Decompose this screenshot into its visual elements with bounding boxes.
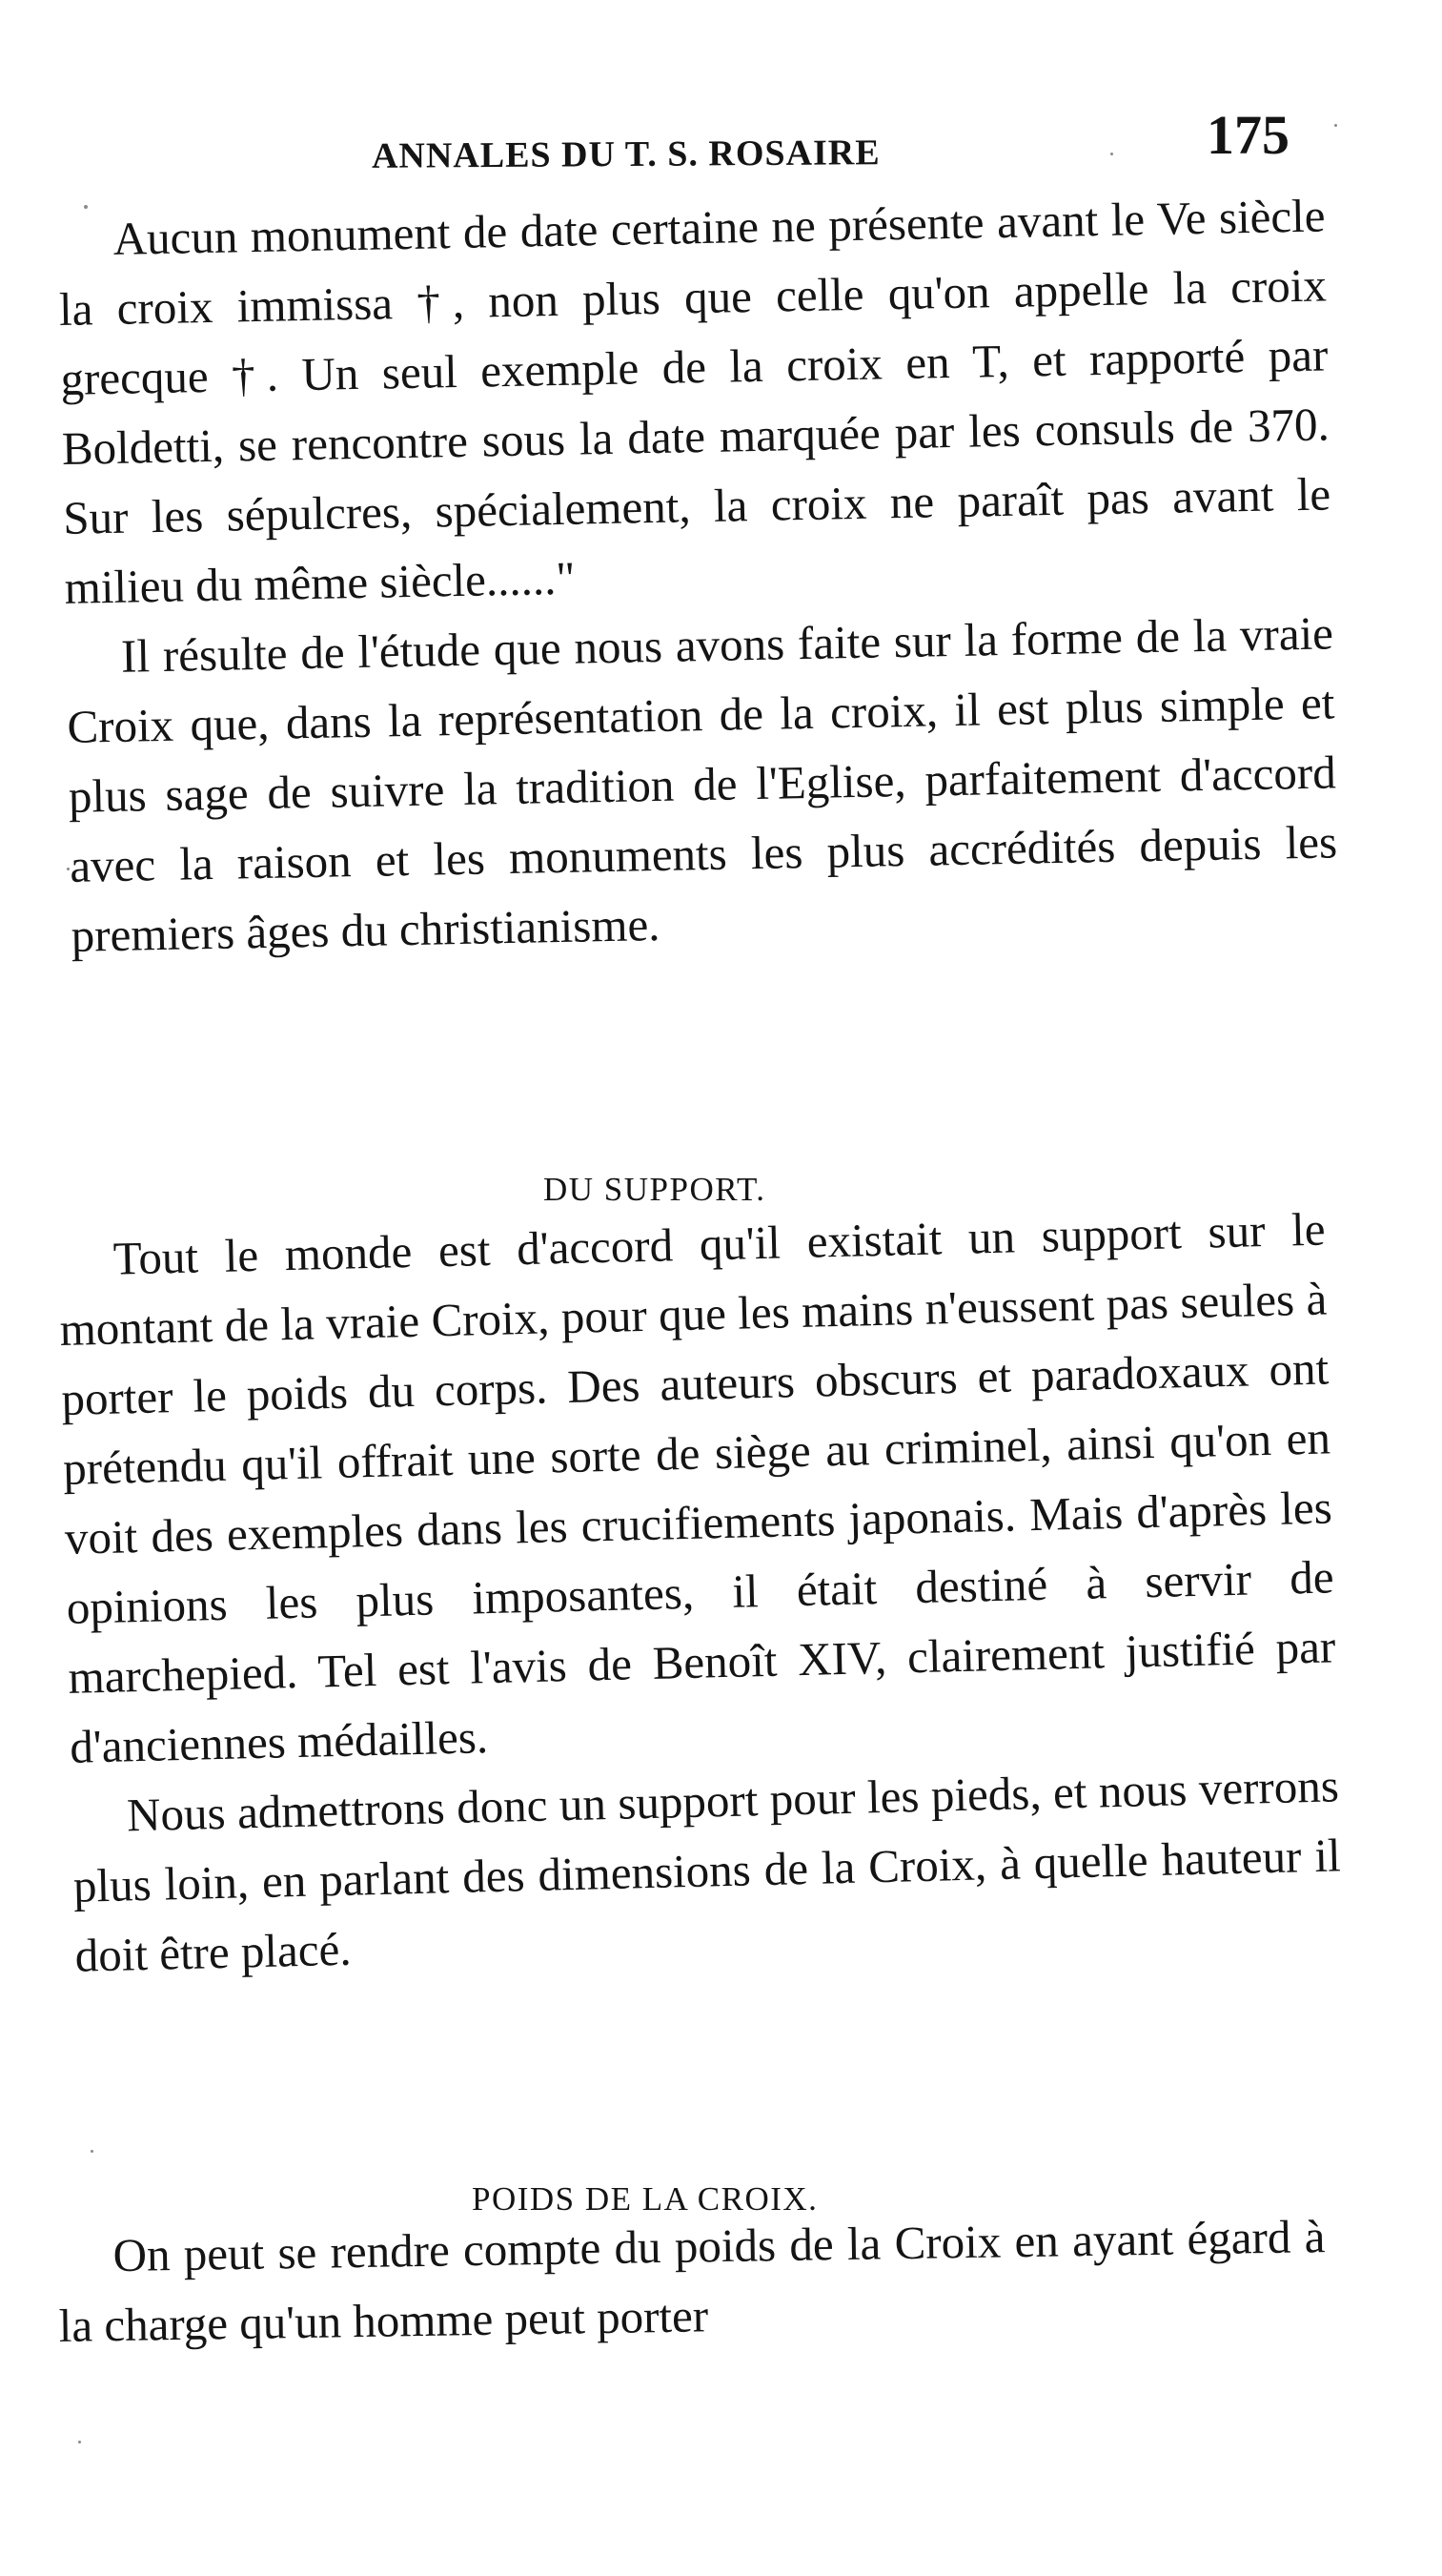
section-weight xyxy=(57,2201,1327,2361)
running-head: ANNALES DU T. S. ROSAIRE xyxy=(371,133,881,176)
section-heading-support: DU SUPPORT. xyxy=(543,1171,766,1208)
page-number: 175 xyxy=(1207,104,1290,166)
scan-speck xyxy=(78,2441,81,2443)
paragraph-monuments: Aucun monument de date certaine ne présente avant le Ve siècle la croix immissa †, non plus que celle qu'on appelle la croix grecque †. Un seul exemple de la croix en T, et rapporté par Boldetti, se rencontre sous la date marquée par les consuls de 370. Sur les sépulcres, spécialement, la croix ne paraît pas avant le milieu du même siècle......" xyxy=(58,189,1331,614)
scan-speck xyxy=(91,2150,93,2153)
paragraph-tradition: Il résulte de l'étude que nous avons faite sur la forme de la vraie Croix que, dans la représentation de la croix, il est plus simple et plus sage de suivre la tradition de l'Eglise, parfaitement d'accord avec la raison et les monuments les plus accrédités depuis les premiers âges du christianisme. xyxy=(66,606,1338,962)
scan-speck xyxy=(84,205,88,209)
scan-speck xyxy=(1110,153,1113,155)
paragraph-support-conclusion: Nous admettrons donc un support pour les pieds, et nous verrons plus loin, en parlant des dimensions de la Croix, à quelle hauteur il doit être placé. xyxy=(72,1759,1342,1982)
section-opening xyxy=(57,180,1339,970)
section-support xyxy=(57,1195,1343,1991)
paragraph-weight: On peut se rendre compte du poids de la Croix en ayant égard à la charge qu'un homme peut porter xyxy=(58,2210,1326,2352)
paragraph-support-debate: Tout le monde est d'accord qu'il existait un support sur le montant de la vraie Croix, pour que les mains n'eussent pas seules à porter le poids du corps. Des auteurs obscurs et paradoxaux ont prétendu qu'il offrait une sorte de siège au criminel, ainsi qu'on en voit des exemples dans les crucifiements japonais. Mais d'après les opinions les plus imposantes, il était destiné à servir de marchepied. Tel est l'avis de Benoît XIV, clairement justifié par d'anciennes médailles. xyxy=(59,1202,1336,1773)
scan-speck xyxy=(67,868,70,870)
section-heading-weight: POIDS DE LA CROIX. xyxy=(472,2180,819,2218)
scan-speck xyxy=(1334,124,1337,127)
